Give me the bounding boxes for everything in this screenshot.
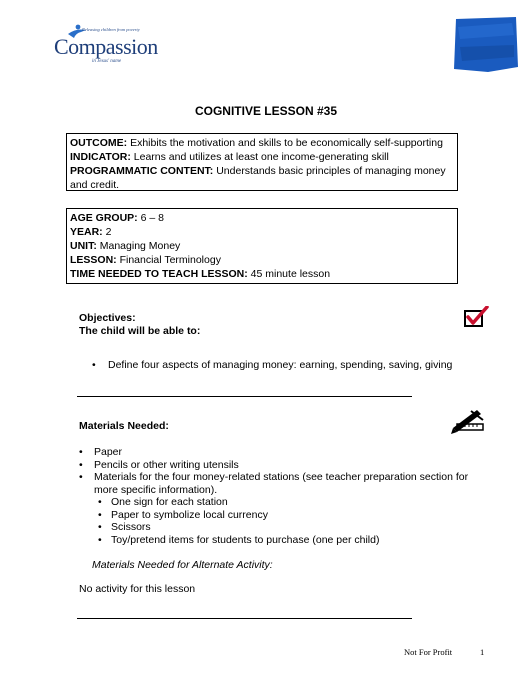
objectives-heading: Objectives:	[79, 312, 136, 324]
outcome-box	[66, 133, 458, 191]
time-line	[70, 267, 454, 281]
lesson-value: Financial Terminology	[116, 254, 221, 266]
page-title: COGNITIVE LESSON #35	[194, 104, 338, 118]
divider-line	[77, 396, 412, 397]
lesson-label: LESSON:	[70, 254, 117, 266]
material-subtext: One sign for each station	[111, 496, 228, 508]
logo-subtitle: in Jesus' name	[92, 59, 122, 64]
bullet: •	[92, 359, 96, 371]
lesson-info-box	[66, 208, 458, 284]
bullet: •	[79, 446, 83, 458]
bullet: •	[79, 458, 83, 471]
outcome-text: Exhibits the motivation and skills to be economically self-supporting	[127, 137, 443, 149]
sub-list-item	[79, 509, 494, 522]
compassion-logo	[52, 26, 164, 72]
materials-list	[79, 446, 494, 546]
blue-block-graphic	[452, 17, 518, 72]
list-item	[79, 459, 494, 472]
indicator-line	[70, 150, 454, 164]
material-text: Materials for the four money-related stations (see teacher preparation section for more specific information).	[94, 471, 469, 496]
alternate-materials-text: No activity for this lesson	[79, 583, 196, 595]
outcome-line	[70, 136, 454, 150]
objectives-subheading: The child will be able to:	[79, 325, 201, 337]
logo-tagline: Releasing children from poverty	[82, 27, 140, 32]
bullet: •	[98, 521, 102, 533]
lesson-line	[70, 253, 454, 267]
indicator-label: INDICATOR:	[70, 151, 131, 163]
list-item	[79, 446, 494, 459]
age-value: 6 – 8	[137, 212, 164, 224]
indicator-text: Learns and utilizes at least one income-generating skill	[130, 151, 389, 163]
content-text: Understands basic principles of managing money and credit.	[70, 165, 446, 191]
bullet: •	[79, 471, 83, 483]
bullet: •	[98, 496, 102, 508]
material-subtext: Paper to symbolize local currency	[111, 508, 268, 521]
unit-line	[70, 239, 454, 253]
bullet: •	[98, 533, 102, 546]
sub-list-item	[79, 534, 494, 547]
list-item	[79, 471, 494, 496]
objectives-heading-block	[79, 312, 200, 338]
objective-text: Define four aspects of managing money: earning, spending, saving, giving	[108, 359, 453, 371]
unit-label: UNIT:	[70, 240, 97, 252]
year-label: YEAR:	[70, 226, 103, 238]
material-subtext: Toy/pretend items for students to purchase (one per child)	[111, 533, 380, 546]
materials-heading: Materials Needed:	[79, 420, 169, 432]
year-value: 2	[102, 226, 112, 238]
page-number: 1	[480, 647, 485, 657]
material-subtext: Scissors	[111, 521, 151, 533]
divider-line	[77, 618, 412, 619]
bullet: •	[98, 508, 102, 521]
age-line	[70, 211, 454, 225]
objective-item	[92, 359, 452, 371]
time-value: 45 minute lesson	[247, 268, 331, 280]
pencil-ruler-icon	[451, 408, 485, 434]
logo-brand: Compassion	[54, 34, 158, 59]
outcome-label: OUTCOME:	[70, 137, 128, 149]
material-text: Pencils or other writing utensils	[94, 458, 239, 471]
content-label: PROGRAMMATIC CONTENT:	[70, 165, 214, 177]
checkbox-check-icon	[463, 306, 489, 328]
year-line	[70, 225, 454, 239]
footer-note: Not For Profit	[404, 647, 453, 657]
sub-list-item	[79, 521, 494, 534]
unit-value: Managing Money	[96, 240, 181, 252]
sub-list-item	[79, 496, 494, 509]
alternate-materials-heading: Materials Needed for Alternate Activity:	[92, 559, 273, 571]
programmatic-content-line	[70, 164, 454, 192]
age-label: AGE GROUP:	[70, 212, 138, 224]
material-text: Paper	[94, 446, 123, 458]
time-label: TIME NEEDED TO TEACH LESSON:	[70, 268, 248, 280]
